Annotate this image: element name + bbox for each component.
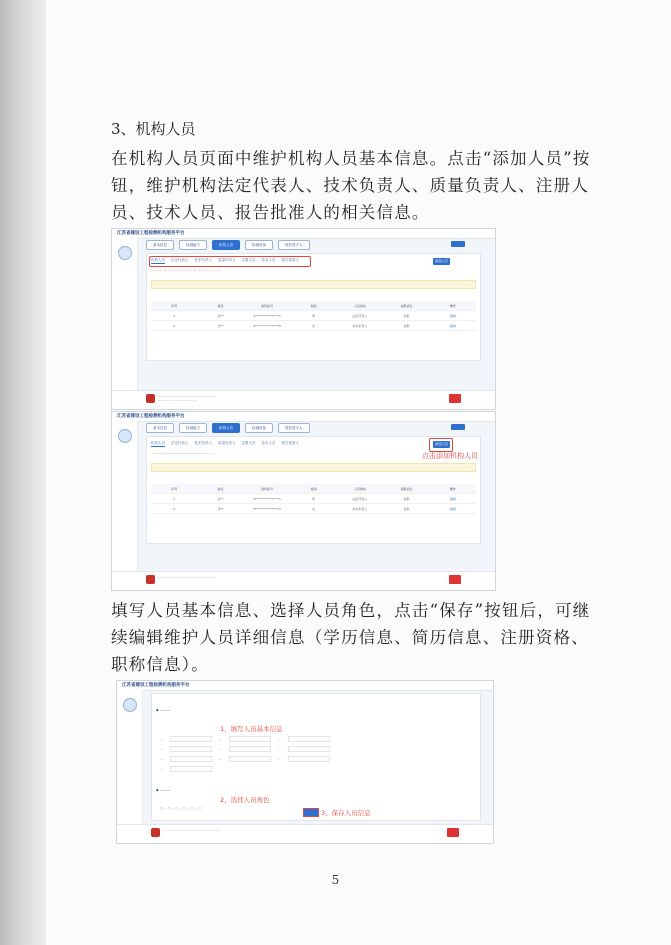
tab-ability[interactable]: 检测能力 bbox=[179, 240, 207, 250]
subtab-all[interactable]: 机构人员 bbox=[151, 441, 165, 445]
col-id: 身份证号 bbox=[261, 486, 274, 491]
table-row bbox=[151, 321, 476, 331]
status-field[interactable] bbox=[288, 756, 330, 762]
birth-field[interactable] bbox=[170, 746, 212, 752]
app-footer bbox=[117, 824, 493, 843]
cell: 男 bbox=[311, 313, 315, 318]
main-tabs bbox=[146, 423, 310, 432]
subtab-all[interactable]: 机构人员 bbox=[151, 258, 165, 262]
subtab-quality-lead[interactable]: 质量负责人 bbox=[218, 258, 236, 262]
gov-seal-icon bbox=[146, 575, 155, 584]
org-avatar bbox=[123, 698, 137, 712]
cell: 1 bbox=[173, 313, 176, 318]
gender-field[interactable] bbox=[288, 736, 330, 742]
cell: 2 bbox=[173, 323, 176, 328]
col-index: 序号 bbox=[171, 303, 178, 308]
tab-equipment[interactable]: 检测设备 bbox=[245, 423, 273, 433]
warning-bar bbox=[151, 280, 476, 289]
help-button[interactable] bbox=[451, 241, 465, 247]
table-row bbox=[151, 311, 476, 321]
cell: 男 bbox=[311, 496, 315, 501]
screenshot-add-person bbox=[111, 411, 496, 591]
tab-basic[interactable]: 基本信息 bbox=[146, 240, 174, 250]
footer-logo-icon bbox=[449, 394, 461, 403]
personnel-table bbox=[151, 301, 476, 331]
col-name: 姓名 bbox=[217, 486, 224, 491]
cell: 李** bbox=[217, 506, 224, 511]
col-role: 人员角色 bbox=[353, 303, 366, 308]
screenshot-person-form bbox=[116, 680, 494, 844]
tab-equipment[interactable]: 检测设备 bbox=[245, 240, 273, 250]
subtab-approver[interactable]: 报告批准人 bbox=[281, 258, 299, 262]
subtab-registered[interactable]: 注册人员 bbox=[241, 441, 256, 445]
app-topbar bbox=[117, 681, 493, 691]
cell: 在职 bbox=[403, 506, 410, 511]
form-row: — — — bbox=[160, 756, 472, 761]
cell: 2 bbox=[173, 506, 176, 511]
cell: 技术负责人 bbox=[352, 506, 368, 511]
table-row bbox=[151, 504, 476, 514]
add-person-button[interactable]: 添加人员 bbox=[433, 258, 450, 265]
tab-basic[interactable]: 基本信息 bbox=[146, 423, 174, 433]
edit-link[interactable]: 编辑 bbox=[449, 496, 456, 501]
notice-text: — — — — — — — — — — — — — — — — — bbox=[151, 268, 222, 272]
footer-logo-icon bbox=[447, 828, 459, 837]
annotation-save: 3、保存人员信息 bbox=[321, 809, 371, 817]
paragraph-intro: 在机构人员页面中维护机构人员基本信息。点击“添加人员”按钮，维护机构法定代表人、技术负责人、质量负责人、注册人员、技术人员、报告批准人的相关信息。 bbox=[111, 149, 591, 222]
subtab-legal[interactable]: 法定代表人 bbox=[171, 258, 189, 262]
name-field[interactable] bbox=[170, 736, 212, 742]
table-header bbox=[151, 301, 476, 311]
annotation-fill-info: 1、填写人员基本信息 bbox=[220, 725, 283, 733]
cell: 女 bbox=[311, 323, 315, 328]
org-avatar bbox=[118, 246, 132, 260]
col-id: 身份证号 bbox=[261, 303, 274, 308]
section-basic-info: ◆ ——— bbox=[156, 708, 171, 712]
education-field[interactable] bbox=[170, 756, 212, 762]
form-row: — — — bbox=[160, 746, 472, 751]
edit-link[interactable]: 编辑 bbox=[449, 323, 456, 328]
edit-link[interactable]: 编辑 bbox=[449, 506, 456, 511]
annotation-add-person: 点击添加机构人员 bbox=[422, 452, 478, 460]
annotation-select-role: 2、选择人员角色 bbox=[220, 796, 270, 804]
gov-seal-icon bbox=[151, 828, 160, 837]
footer-text: — — — — — — — — — — — — — — — bbox=[158, 575, 217, 579]
title-field[interactable] bbox=[229, 756, 271, 762]
left-nav bbox=[112, 421, 138, 572]
help-button[interactable] bbox=[451, 424, 465, 430]
col-role: 人员角色 bbox=[353, 486, 366, 491]
left-nav bbox=[117, 690, 143, 825]
phone-field[interactable] bbox=[229, 746, 271, 752]
tab-personnel[interactable]: 机构人员 bbox=[212, 423, 240, 433]
email-field[interactable] bbox=[288, 746, 330, 752]
cell: 3****************1 bbox=[253, 496, 281, 501]
app-footer bbox=[112, 571, 495, 590]
tab-ability[interactable]: 检测能力 bbox=[179, 423, 207, 433]
cell: 张** bbox=[217, 313, 224, 318]
id-field[interactable] bbox=[229, 736, 271, 742]
cell: 在职 bbox=[403, 496, 410, 501]
cell: 3****************2 bbox=[253, 323, 281, 328]
main-tabs bbox=[146, 240, 310, 249]
table-row bbox=[151, 494, 476, 504]
cell: 在职 bbox=[403, 313, 410, 318]
app-topbar bbox=[112, 229, 495, 239]
personnel-subtabs bbox=[151, 258, 299, 264]
edit-link[interactable]: 编辑 bbox=[449, 313, 456, 318]
tab-signatory[interactable]: 授权签字人 bbox=[278, 423, 310, 433]
cell: 3****************2 bbox=[253, 506, 281, 511]
cell: 李** bbox=[217, 323, 224, 328]
form-row: — — — bbox=[160, 736, 472, 741]
section-heading: 3、机构人员 bbox=[111, 120, 196, 138]
save-button[interactable] bbox=[303, 808, 319, 817]
cell: 张** bbox=[217, 496, 224, 501]
cell: 在职 bbox=[403, 323, 410, 328]
add-person-button[interactable]: 添加人员 bbox=[433, 441, 450, 448]
col-gender: 性别 bbox=[310, 303, 317, 308]
col-name: 姓名 bbox=[217, 303, 224, 308]
page-number: 5 bbox=[331, 873, 340, 887]
cell: 技术负责人 bbox=[352, 323, 368, 328]
cell: 1 bbox=[173, 496, 176, 501]
personnel-table bbox=[151, 484, 476, 514]
subtab-tech[interactable]: 技术人员 bbox=[261, 441, 276, 445]
upload-field[interactable] bbox=[170, 766, 212, 772]
notice-text: — — — — — — — — — — — — — — — bbox=[151, 451, 213, 455]
role-checkboxes[interactable]: □ — □ — □ — □ — □ — □ bbox=[160, 806, 202, 810]
screenshot-personnel-list bbox=[111, 228, 496, 410]
warning-bar bbox=[151, 463, 476, 472]
app-topbar bbox=[112, 412, 495, 422]
org-avatar bbox=[118, 429, 132, 443]
personnel-panel bbox=[146, 436, 481, 544]
app-brand: 江苏省建设工程检测机构服务平台 bbox=[117, 231, 185, 236]
tab-signatory[interactable]: 授权签字人 bbox=[278, 240, 310, 250]
paragraph-fill-info: 填写人员基本信息、选择人员角色，点击“保存”按钮后，可继续编辑维护人员详细信息（学历信息、简历信息、注册资格、职称信息）。 bbox=[111, 601, 591, 674]
cell: 法定代表人 bbox=[352, 496, 368, 501]
subtab-tech-lead[interactable]: 技术负责人 bbox=[194, 441, 212, 445]
personnel-panel bbox=[146, 253, 481, 361]
footer-logo-icon bbox=[449, 575, 461, 584]
table-header bbox=[151, 484, 476, 494]
cell: 法定代表人 bbox=[352, 313, 368, 318]
subtab-registered[interactable]: 注册人员 bbox=[241, 258, 256, 262]
subtab-quality-lead[interactable]: 质量负责人 bbox=[218, 441, 236, 445]
col-status: 在职状态 bbox=[400, 303, 413, 308]
cell: 女 bbox=[311, 506, 315, 511]
left-nav bbox=[112, 238, 138, 391]
subtab-tech-lead[interactable]: 技术负责人 bbox=[194, 258, 212, 262]
gov-seal-icon bbox=[146, 394, 155, 403]
tab-personnel[interactable]: 机构人员 bbox=[212, 240, 240, 250]
subtab-legal[interactable]: 法定代表人 bbox=[171, 441, 189, 445]
page-edge-shadow bbox=[0, 0, 50, 945]
col-index: 序号 bbox=[171, 486, 178, 491]
form-row: — bbox=[160, 766, 472, 771]
col-action: 操作 bbox=[449, 486, 456, 491]
col-gender: 性别 bbox=[310, 486, 317, 491]
personnel-subtabs bbox=[151, 441, 299, 447]
section-role: ◆ ——— bbox=[156, 788, 171, 792]
subtab-tech[interactable]: 技术人员 bbox=[261, 258, 276, 262]
app-brand: 江苏省建设工程检测机构服务平台 bbox=[117, 414, 185, 419]
col-status: 在职状态 bbox=[400, 486, 413, 491]
cell: 3****************1 bbox=[253, 313, 281, 318]
footer-text: — — — — — — — — — — — — — — — bbox=[163, 828, 222, 832]
col-action: 操作 bbox=[449, 303, 456, 308]
person-form-panel bbox=[151, 693, 481, 821]
app-brand: 江苏省建设工程检测机构服务平台 bbox=[122, 683, 190, 688]
subtab-approver[interactable]: 报告批准人 bbox=[281, 441, 299, 445]
footer-text: — — — — — — — — — — — — — — — — — — — — — — — — — bbox=[158, 394, 217, 402]
app-footer bbox=[112, 390, 495, 409]
